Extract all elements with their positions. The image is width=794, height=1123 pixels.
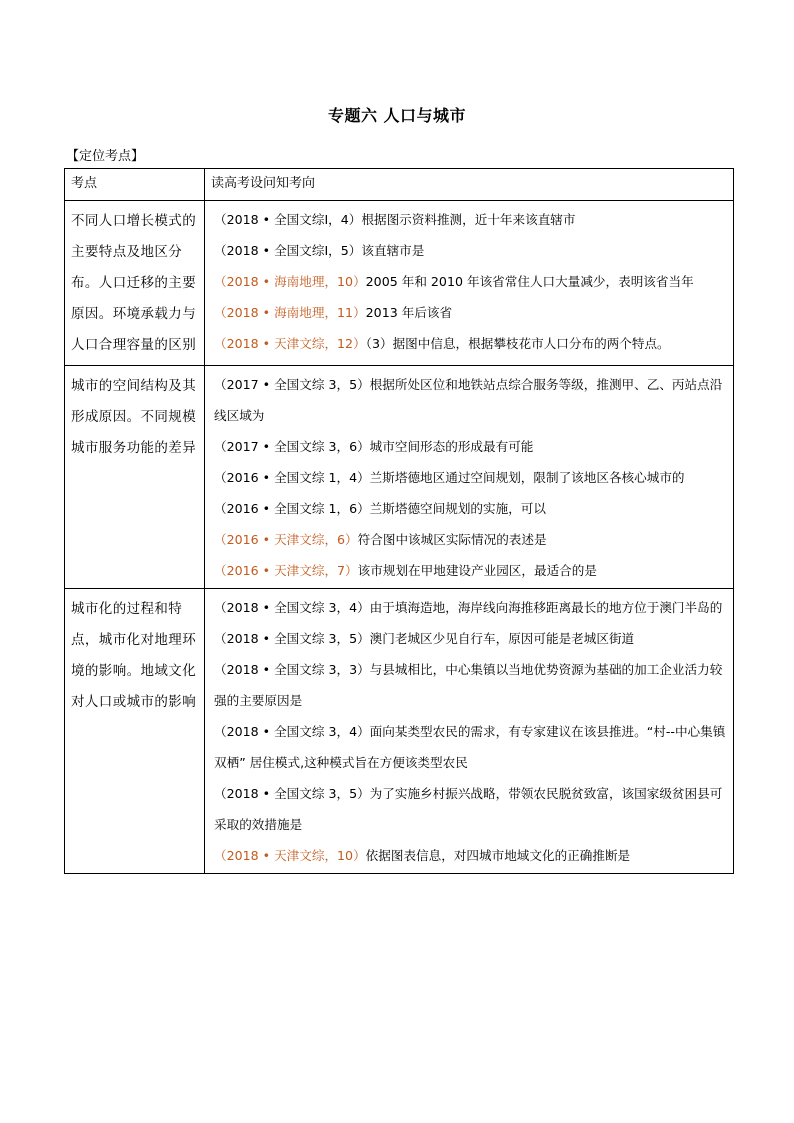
question-item (214, 592, 729, 623)
question-text: 2005 年和 2010 年该省常住人口大量减少，表明该省当年 (365, 274, 694, 289)
question-source: （2018 • 全国文综Ⅰ，5） (214, 243, 362, 258)
question-item (214, 297, 729, 328)
header-cell-topic: 考点 (65, 169, 205, 201)
question-text: 为了实施乡村振兴战略，带领农民脱贫致富，该国家级贫困县可采取的效措施是 (214, 786, 723, 832)
question-item (214, 654, 729, 716)
question-source: （2018 • 全国文综 3，5） (214, 786, 370, 801)
question-text: 依据图表信息，对四城市地域文化的正确推断是 (365, 848, 631, 863)
question-source: （2017 • 全国文综 3，6） (214, 439, 370, 454)
question-text: （3）据图中信息，根据攀枝花市人口分布的两个特点。 (365, 336, 670, 351)
question-text: 由于填海造地，海岸线向海推移距离最长的地方位于澳门半岛的 (369, 600, 723, 615)
questions-cell (205, 366, 734, 589)
page-title: 专题六 人口与城市 (327, 106, 467, 125)
question-item (214, 524, 729, 555)
question-item (214, 369, 729, 431)
question-source: （2016 • 天津文综，6） (214, 532, 358, 547)
exam-topics-table (64, 168, 734, 874)
question-item (214, 462, 729, 493)
table-row (65, 201, 734, 366)
topic-cell: 城市化的过程和特点，城市化对地理环境的影响。地域文化对人口或城市的影响 (65, 589, 205, 874)
question-source: （2018 • 海南地理，11） (214, 305, 366, 320)
question-list (205, 589, 733, 873)
question-text: 面向某类型农民的需求，有专家建议在该县推进。“村--中心集镇双栖” 居住模式,这种模式旨在方便该类型农民 (214, 724, 726, 770)
question-text: 根据所处区位和地铁站点综合服务等级，推测甲、乙、丙站点沿线区域为 (214, 377, 723, 423)
question-item (214, 623, 729, 654)
question-item (214, 716, 729, 778)
question-item (214, 266, 729, 297)
question-text: 澳门老城区少见自行车，原因可能是老城区街道 (369, 631, 635, 646)
table-header-row (65, 169, 734, 201)
questions-cell (205, 589, 734, 874)
question-source: （2016 • 全国文综 1，6） (214, 501, 370, 516)
table-row (65, 589, 734, 874)
question-source: （2018 • 全国文综 3，3） (214, 662, 370, 677)
header-cell-questions: 读高考设问知考向 (205, 169, 734, 201)
question-source: （2018 • 全国文综 3，4） (214, 724, 370, 739)
question-text: 该直辖市是 (361, 243, 425, 258)
question-text: 与县城相比，中心集镇以当地优势资源为基础的加工企业活力较强的主要原因是 (214, 662, 723, 708)
question-item (214, 840, 729, 871)
question-source: （2016 • 天津文综，7） (214, 563, 358, 578)
question-text: 兰斯塔德地区通过空间规划，限制了该地区各核心城市的 (369, 470, 685, 485)
question-list (205, 201, 733, 361)
question-source: （2018 • 天津文综，10） (214, 848, 366, 863)
question-source: （2018 • 全国文综Ⅰ，4） (214, 212, 362, 227)
question-text: 该市规划在甲地建设产业园区，最适合的是 (357, 563, 597, 578)
question-source: （2018 • 全国文综 3，4） (214, 600, 370, 615)
question-item (214, 235, 729, 266)
question-source: （2018 • 全国文综 3，5） (214, 631, 370, 646)
question-source: （2016 • 全国文综 1，4） (214, 470, 370, 485)
question-source: （2018 • 海南地理，10） (214, 274, 366, 289)
topic-cell: 不同人口增长模式的主要特点及地区分布。人口迁移的主要原因。环境承载力与人口合理容量的区别 (65, 201, 205, 366)
question-source: （2018 • 天津文综，12） (214, 336, 366, 351)
question-text: 城市空间形态的形成最有可能 (369, 439, 534, 454)
question-text: 兰斯塔德空间规划的实施，可以 (369, 501, 546, 516)
question-item (214, 493, 729, 524)
question-text: 根据图示资料推测，近十年来该直辖市 (361, 212, 576, 227)
table-row (65, 366, 734, 589)
question-source: （2017 • 全国文综 3，5） (214, 377, 370, 392)
questions-cell (205, 201, 734, 366)
section-label: 【定位考点】 (66, 149, 145, 164)
question-item (214, 204, 729, 235)
topic-cell: 城市的空间结构及其形成原因。不同规模城市服务功能的差异 (65, 366, 205, 589)
question-item (214, 431, 729, 462)
question-item (214, 555, 729, 586)
question-text: 2013 年后该省 (365, 305, 453, 320)
question-item (214, 778, 729, 840)
question-text: 符合图中该城区实际情况的表述是 (357, 532, 547, 547)
question-list (205, 366, 733, 588)
question-item (214, 328, 729, 359)
